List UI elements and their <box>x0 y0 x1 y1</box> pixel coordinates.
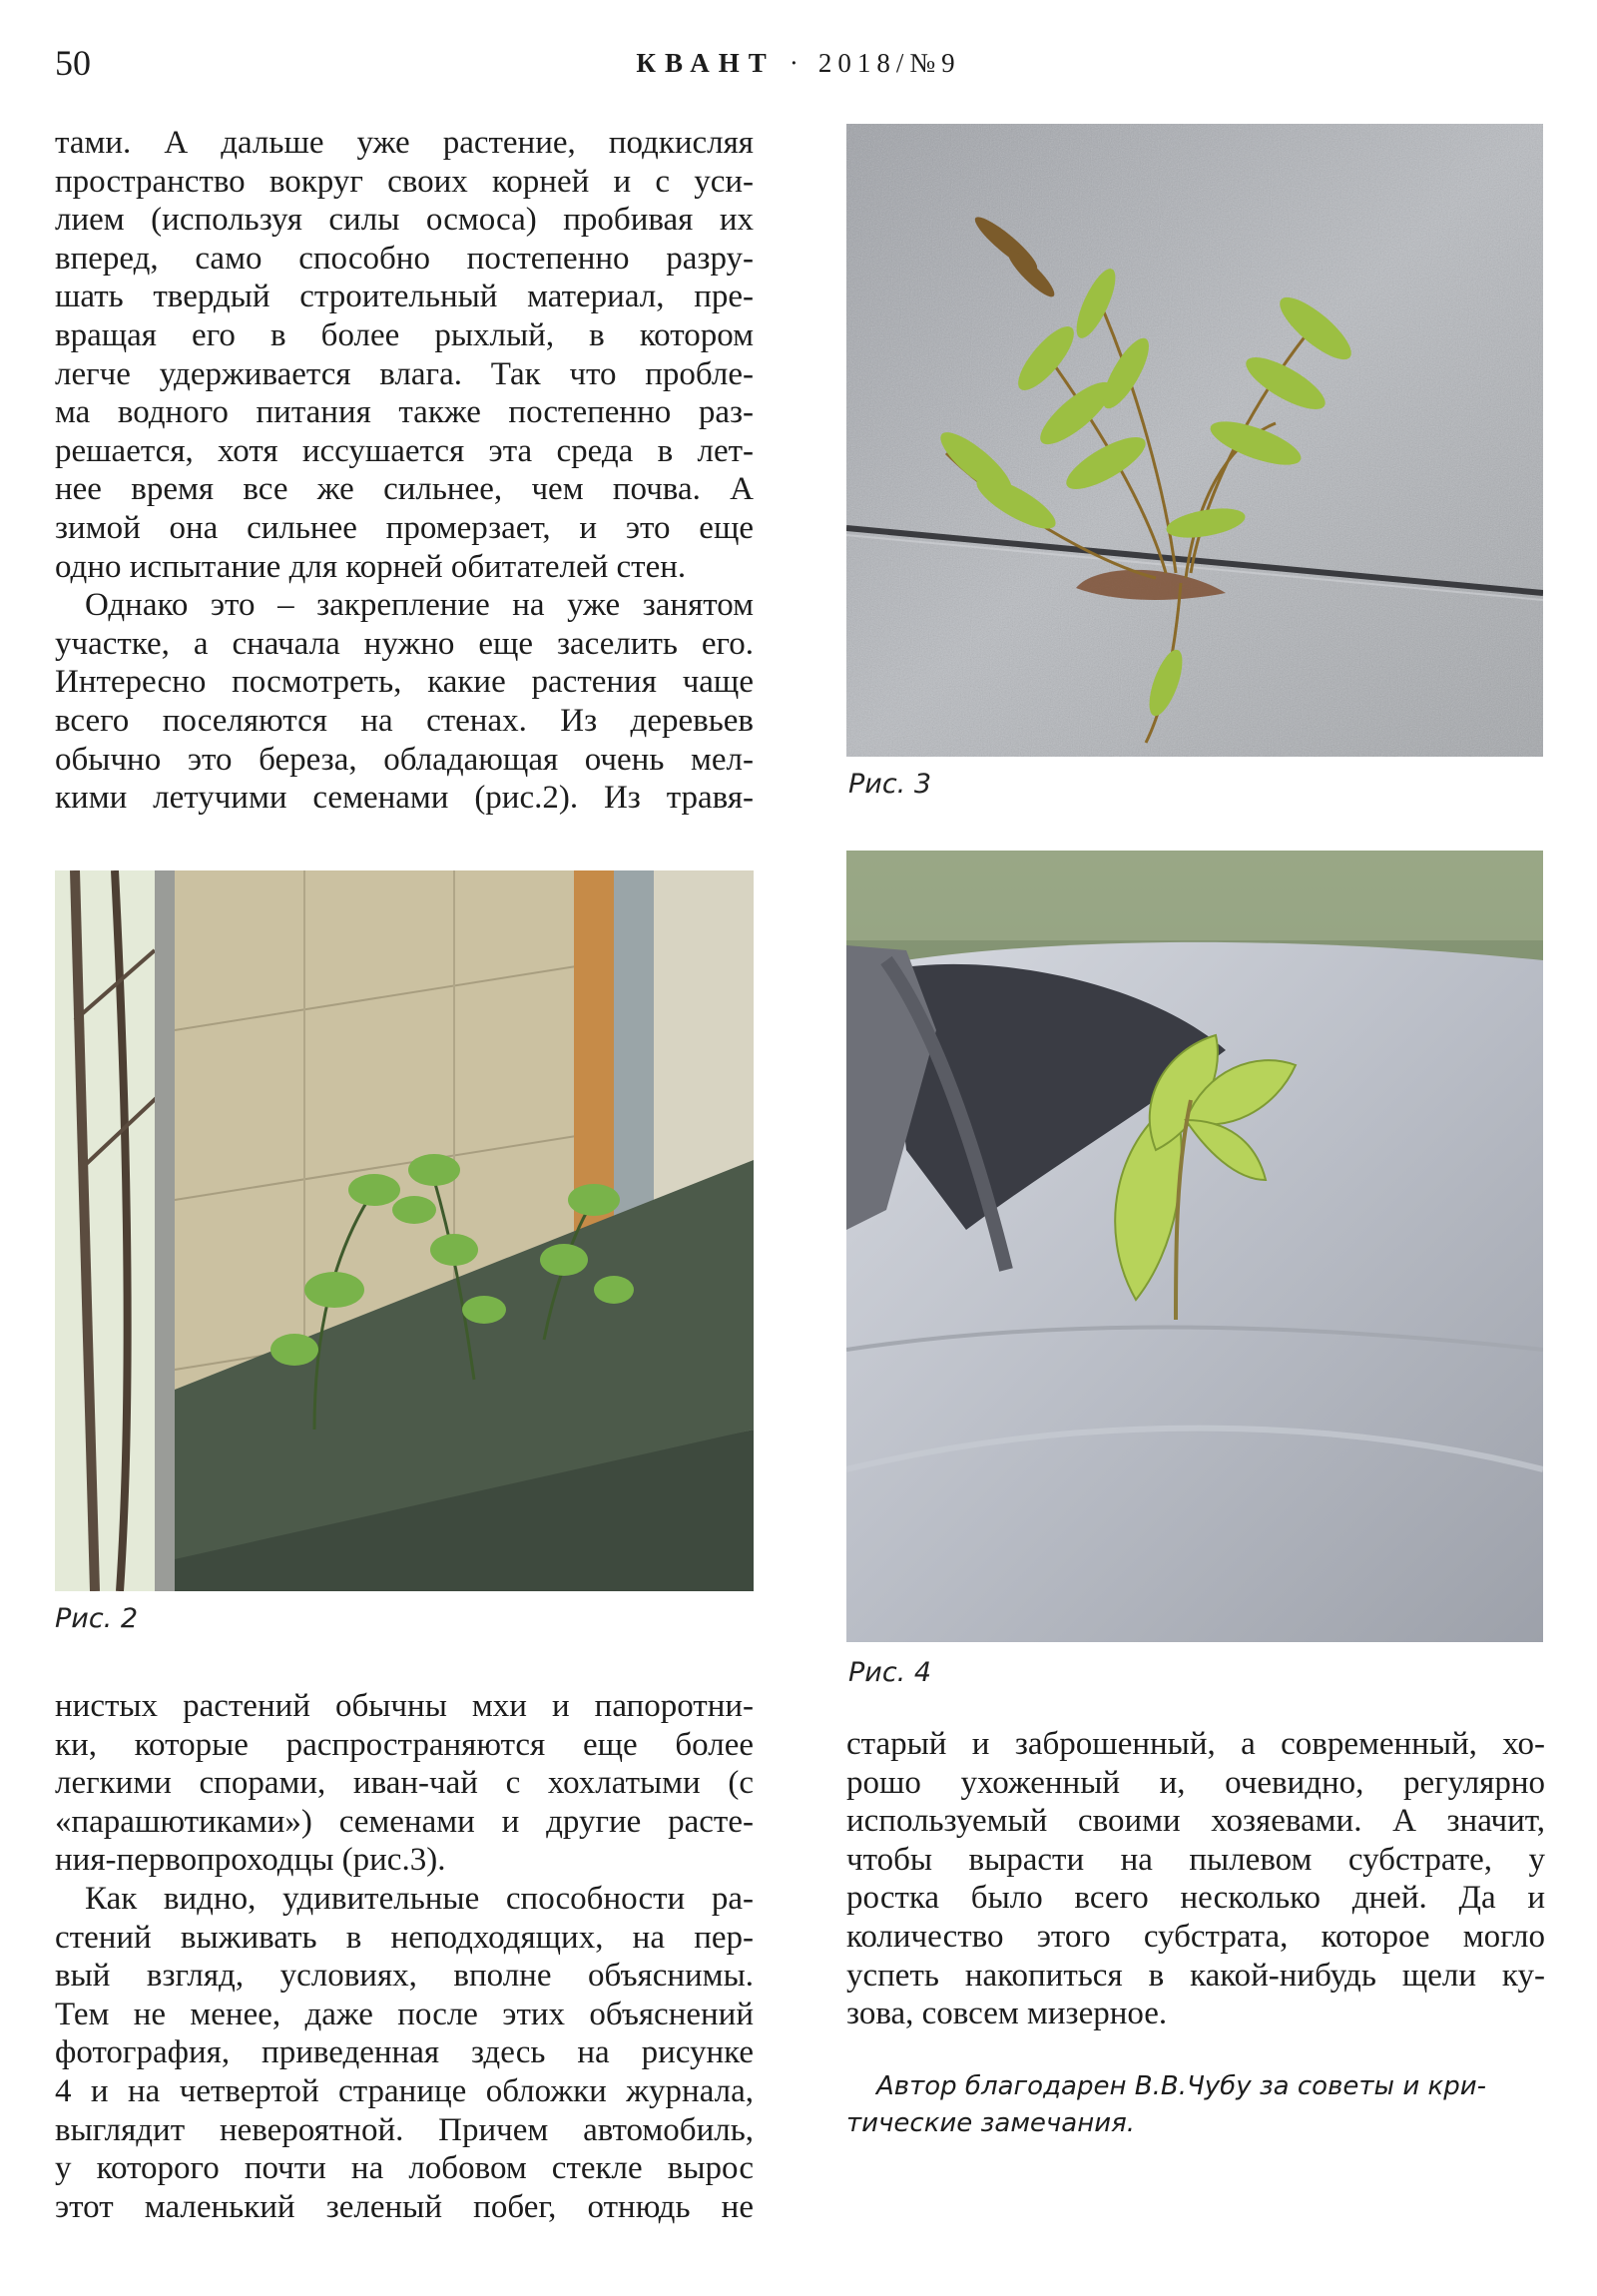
text-line: Как видно, удивительные способности ра- <box>85 1880 754 1917</box>
figure-3-caption: Рис. 3 <box>848 769 932 800</box>
text-line: вращая его в более рыхлый, в котором <box>55 316 754 353</box>
text-line: этот маленький зеленый побег, отнюдь не <box>55 2188 754 2225</box>
text-line: ния-первопроходцы (рис.3). <box>55 1842 446 1879</box>
text-block-bottom-left <box>55 1687 754 2226</box>
text-block-bottom-right <box>846 1725 1545 2033</box>
text-line: чтобы вырасти на пылевом субстрате, у <box>846 1841 1545 1878</box>
text-line: выглядит невероятной. Причем автомобиль, <box>55 2111 754 2148</box>
text-line: легче удерживается влага. Так что пробле- <box>55 355 754 392</box>
running-head <box>0 48 1597 79</box>
text-line: тами. А дальше уже растение, подкисляя <box>55 125 754 161</box>
text-line: всего поселяются на стенах. Из деревьев <box>55 702 754 739</box>
figure-2-caption: Рис. 2 <box>55 1603 139 1634</box>
header-separator: · <box>789 48 804 78</box>
text-line: «парашютиками») семенами и другие расте- <box>55 1803 754 1840</box>
text-line: обычно это береза, обладающая очень мел- <box>55 741 754 778</box>
text-line: зимой она сильнее промерзает, и это еще <box>55 509 754 546</box>
text-line: нистых растений обычны мхи и папоротни- <box>55 1688 754 1724</box>
text-line: успеть накопиться в какой-нибудь щели ку- <box>846 1957 1545 1994</box>
text-line: лием (используя силы осмоса) пробивая их <box>55 202 754 239</box>
text-line: старый и заброшенный, а современный, хо- <box>846 1726 1545 1762</box>
text-line: вый взгляд, условиях, вполне объяснимы. <box>55 1958 754 1995</box>
text-block-top-left <box>55 124 754 818</box>
text-line: вперед, само способно постепенно разру- <box>55 240 754 277</box>
text-line: Тем не менее, даже после этих объяснений <box>55 1996 754 2032</box>
text-line: Однако это – закрепление на уже занятом <box>85 587 754 624</box>
text-line: ростка было всего несколько дней. Да и <box>846 1880 1545 1917</box>
figure-4-car-photo <box>846 851 1543 1642</box>
figure-4-caption: Рис. 4 <box>848 1657 932 1688</box>
text-line: ма водного питания также постепенно раз- <box>55 394 754 431</box>
text-line: кими летучими семенами (рис.2). Из травя- <box>55 780 754 817</box>
issue-number: 2018/№9 <box>817 48 961 78</box>
text-line: фотография, приведенная здесь на рисунке <box>55 2034 754 2071</box>
text-line: у которого почти на лобовом стекле вырос <box>55 2150 754 2187</box>
text-line: пространство вокруг своих корней и с уси- <box>55 163 754 200</box>
journal-title: КВАНТ <box>636 48 776 78</box>
text-line: используемый своими хозяевами. А значит, <box>846 1803 1545 1840</box>
text-line: одно испытание для корней обитателей стен. <box>55 548 687 585</box>
text-line: количество этого субстрата, которое могло <box>846 1918 1545 1955</box>
text-line: участке, а сначала нужно еще заселить его. <box>55 625 754 662</box>
text-line: шать твердый строительный материал, пре- <box>55 279 754 315</box>
ack-line: Автор благодарен В.В.Чубу за советы и кри- <box>876 2071 1486 2101</box>
text-line: рошо ухоженный и, очевидно, регулярно <box>846 1764 1545 1801</box>
text-line: нее время все же сильнее, чем почва. А <box>55 471 754 508</box>
page-number: 50 <box>55 43 91 83</box>
text-line: стений выживать в неподходящих, на пер- <box>55 1919 754 1956</box>
figure-2-building-photo <box>55 870 754 1591</box>
text-line: Интересно посмотреть, какие растения чаще <box>55 664 754 701</box>
text-line: 4 и на четвертой странице обложки журнала, <box>55 2072 754 2109</box>
text-line: зова, совсем мизерное. <box>846 1996 1168 2032</box>
text-line: ки, которые распространяются еще более <box>55 1726 754 1763</box>
text-line: решается, хотя иссушается эта среда в лет- <box>55 432 754 469</box>
acknowledgement <box>846 2068 1545 2142</box>
figure-3-fern-photo <box>846 124 1543 757</box>
ack-line: тические замечания. <box>846 2108 1136 2138</box>
text-line: легкими спорами, иван-чай с хохлатыми (с <box>55 1765 754 1802</box>
